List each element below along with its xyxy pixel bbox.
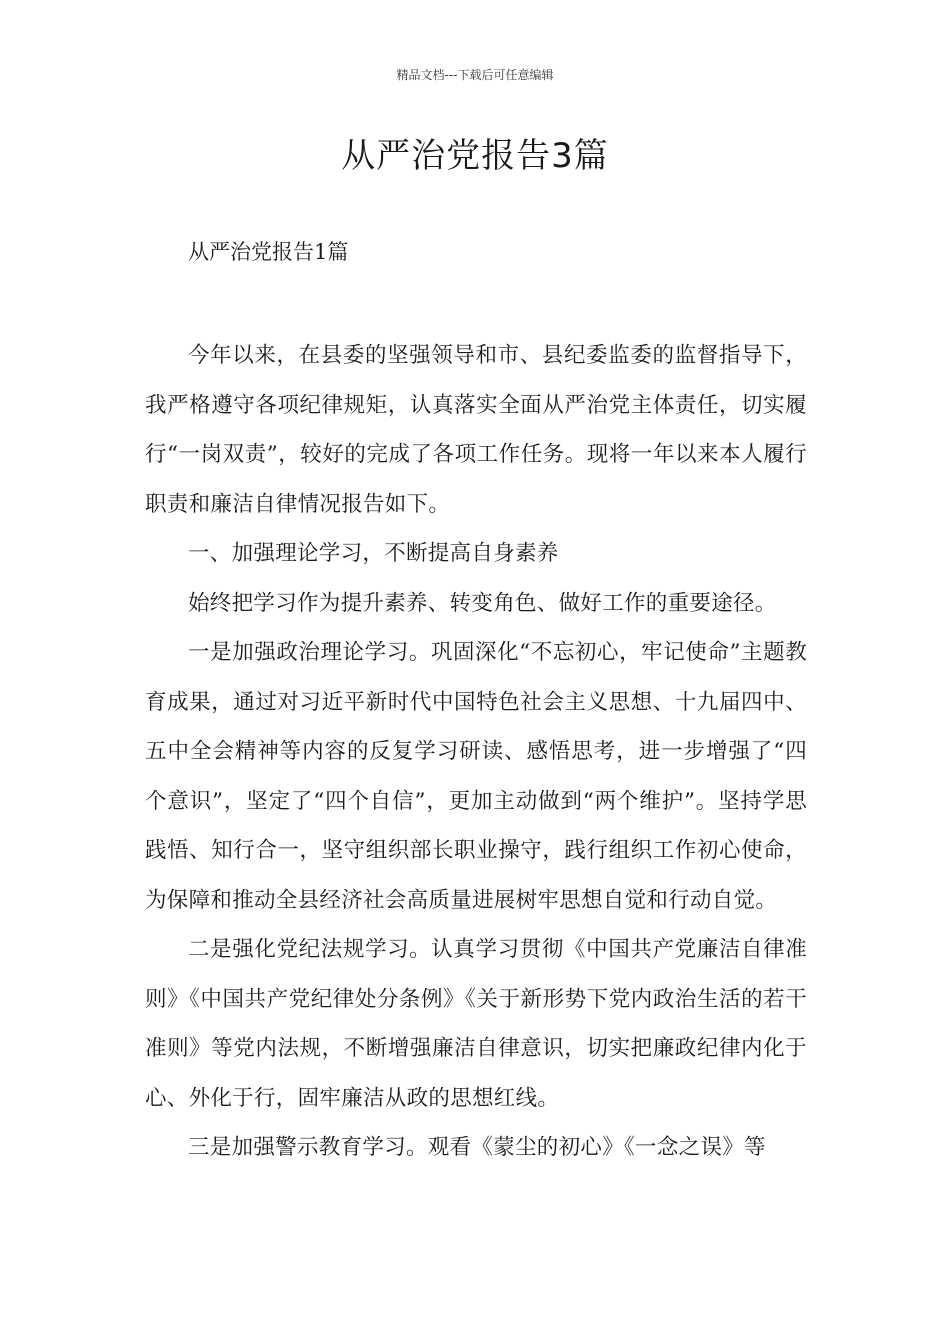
paragraph-intro: 今年以来，在县委的坚强领导和市、县纪委监委的监督指导下，我严格遵守各项纪律规矩，认真落实全面从严治党主体责任，切实履行“一岗双责”，较好的完成了各项工作任务。现将一年以来本人履行职责和廉洁自律情况报告如下。 — [145, 343, 807, 517]
header-note: 精品文档---下载后可任意编辑 — [396, 68, 554, 82]
document-body — [145, 331, 807, 1173]
section-heading-1: 一、加强理论学习，不断提高自身素养 — [188, 541, 559, 566]
paragraph: 二是强化党纪法规学习。认真学习贯彻《中国共产党廉洁自律准则》《中国共产党纪律处分条例》《关于新形势下党内政治生活的若干准则》等党内法规，不断增强廉洁自律意识，切实把廉政纪律内化于心、外化于行，固牢廉洁从政的思想红线。 — [145, 937, 807, 1111]
paragraph: 三是加强警示教育学习。观看《蒙尘的初心》《一念之误》等 — [188, 1135, 766, 1160]
paragraph: 始终把学习作为提升素养、转变角色、做好工作的重要途径。 — [188, 590, 777, 616]
document-title: 从严治党报告3篇 — [341, 136, 609, 176]
section-subtitle: 从严治党报告1篇 — [188, 240, 349, 264]
paragraph: 一是加强政治理论学习。巩固深化“不忘初心，牢记使命”主题教育成果，通过对习近平新时代中国特色社会主义思想、十九届四中、五中全会精神等内容的反复学习研读、感悟思考，进一步增强了“四个意识”，坚定了“四个自信”，更加主动做到“两个维护”。坚持学思践悟、知行合一，坚守组织部长职业操守，践行组织工作初心使命，为保障和推动全县经济社会高质量进展树牢思想自觉和行动自觉。 — [145, 640, 807, 913]
